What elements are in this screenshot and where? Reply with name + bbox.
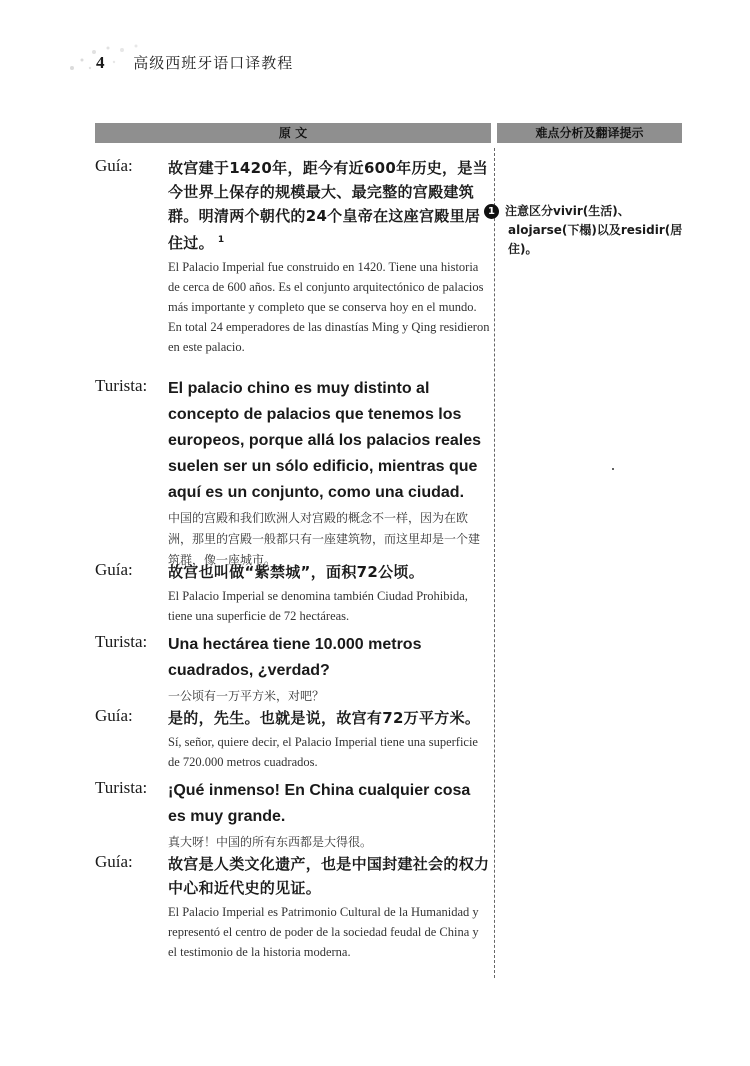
footnote-marker: 1 (217, 235, 225, 245)
speaker-label: Turista: (95, 778, 148, 797)
note-line-2: alojarse(下榻)以及residir(居住)。 (508, 223, 683, 256)
speaker-label: Turista: (95, 632, 148, 651)
dialogue-translation: 真大呀！中国的所有东西都是大得很。 (168, 835, 373, 849)
dialogue-text: El palacio chino es muy distinto al concepto de palacios que tenemos los europeos, porque allá los palacios reales suelen ser un sólo edificio, mientras que aquí es un conjunto, como una ciudad. (168, 380, 482, 501)
dialogue-translation: 一公顷有一万平方米，对吧？ (168, 689, 325, 703)
dialogue-translation: El Palacio Imperial es Patrimonio Cultural de la Humanidad y representó el centro de poder de la sociedad feudal de China y el testimonio de la historia moderna. (168, 905, 479, 959)
print-speck (612, 468, 614, 470)
dialogue-text: 故宫是人类文化遗产，也是中国封建社会的权力中心和近代史的见证。 (168, 855, 490, 897)
side-note (484, 202, 684, 259)
speaker-label: Guía: (95, 560, 133, 579)
speaker-label: Guía: (95, 852, 133, 871)
page-header (96, 52, 293, 73)
dialogue-text: 故宫也叫做“紫禁城”，面积72公顷。 (168, 563, 424, 581)
dialogue-translation: Sí, señor, quiere decir, el Palacio Imperial tiene una superficie de 720.000 metros cuadrados. (168, 735, 478, 769)
dialogue-text: 故宫建于1420年，距今有近600年历史，是当今世界上保存的规模最大、最完整的宫殿建筑群。明清两个朝代的24个皇帝在这座宫殿里居住过。 $^1$ (168, 159, 488, 252)
note-line-1: 注意区分vivir(生活)、 (505, 204, 630, 218)
speaker-label: Turista: (95, 376, 148, 395)
dialogue-text: 是的，先生。也就是说，故宫有72万平方米。 (168, 709, 481, 727)
dialogue-translation: 中国的宫殿和我们欧洲人对宫殿的概念不一样，因为在欧洲，那里的宫殿一般都只有一座建筑物，而这里却是一个建筑群，像一座城市。 (168, 511, 481, 567)
column-divider (494, 148, 495, 978)
book-title: 高级西班牙语口译教程 (133, 54, 294, 72)
dialogue-text: Una hectárea tiene 10.000 metros cuadrados, ¿verdad? (168, 636, 422, 679)
note-number-badge: 1 (484, 204, 499, 219)
speaker-label: Guía: (95, 156, 133, 175)
column-header-notes: 难点分析及翻译提示 (497, 123, 682, 143)
dialogue-text: ¡Qué inmenso! En China cualquier cosa es muy grande. (168, 782, 471, 825)
dialogue-translation: El Palacio Imperial se denomina también Ciudad Prohibida, tiene una superficie de 72 hectáreas. (168, 589, 468, 623)
column-header-original: 原 文 (95, 123, 491, 143)
page-number: 4 (96, 53, 106, 72)
speaker-label: Guía: (95, 706, 133, 725)
dialogue-translation: El Palacio Imperial fue construido en 1420. Tiene una historia de cerca de 600 años. Es el conjunto arquitectónico de palacios más importante y completo que se conserva hoy en el mundo. En total 24 emperadores de las dinastías Ming y Qing residieron en este palacio. (168, 260, 490, 354)
